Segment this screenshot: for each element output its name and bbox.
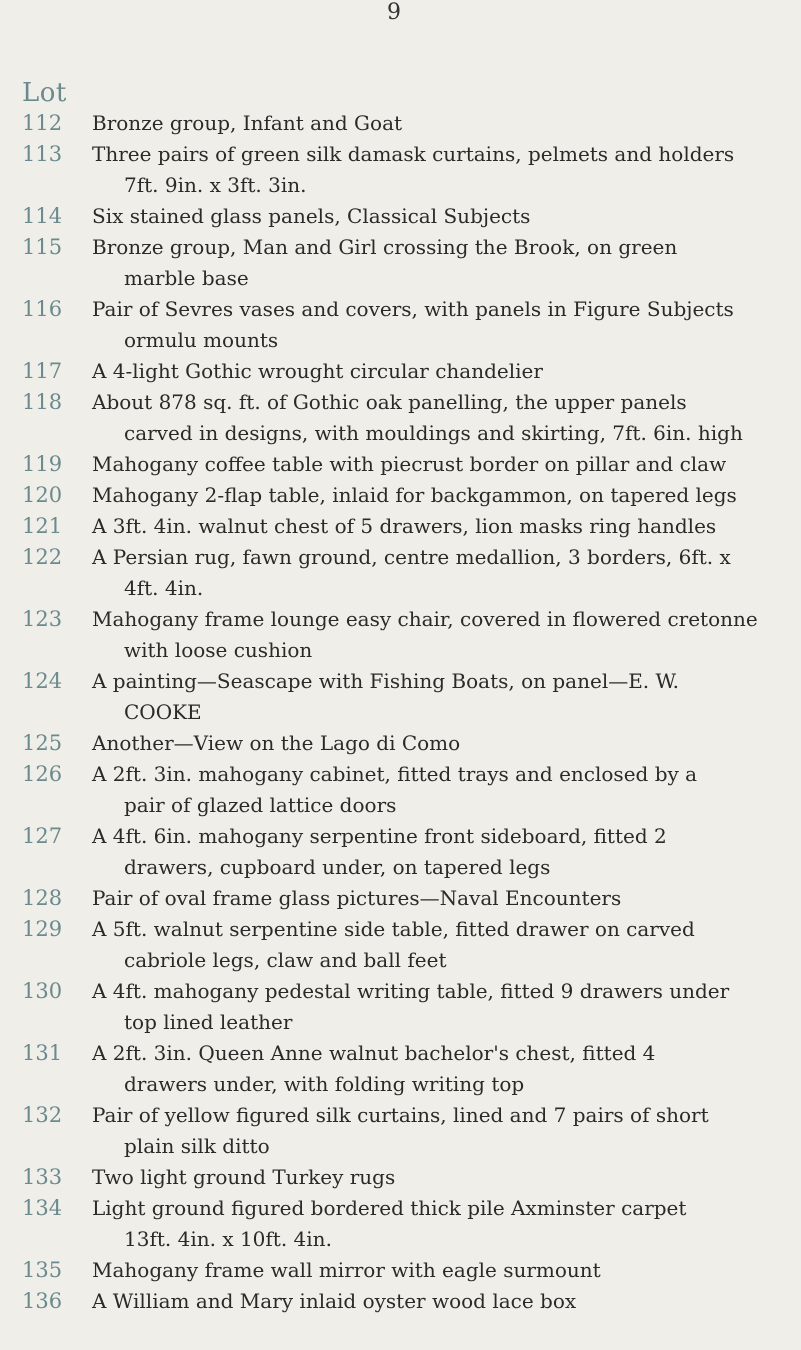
lot-entry bbox=[0, 480, 801, 511]
lot-description bbox=[92, 356, 792, 387]
lot-description bbox=[92, 1286, 792, 1317]
lot-entry bbox=[0, 542, 801, 604]
lot-description-line: A Persian rug, fawn ground, centre medallion, 3 borders, 6ft. x bbox=[92, 545, 731, 569]
lot-number: 126 bbox=[22, 762, 63, 786]
lot-description bbox=[92, 883, 792, 914]
lot-entry bbox=[0, 883, 801, 914]
lot-description-line: Mahogany frame lounge easy chair, covered in flowered cretonne bbox=[92, 607, 758, 631]
lot-description-line: A painting—Seascape with Fishing Boats, on panel—E. W. bbox=[92, 669, 679, 693]
lot-description bbox=[92, 821, 792, 883]
lot-description-continuation: drawers under, with folding writing top bbox=[124, 1072, 525, 1096]
lot-number: 129 bbox=[22, 917, 63, 941]
lot-number: 133 bbox=[22, 1165, 63, 1189]
lot-description bbox=[92, 976, 792, 1038]
lot-description-continuation: marble base bbox=[124, 266, 249, 290]
lot-description-continuation: COOKE bbox=[124, 700, 202, 724]
lot-description-line: Pair of oval frame glass pictures—Naval Encounters bbox=[92, 886, 622, 910]
lot-entry bbox=[0, 1193, 801, 1255]
lot-number: 127 bbox=[22, 824, 63, 848]
lot-number: 118 bbox=[22, 390, 63, 414]
lot-entry bbox=[0, 914, 801, 976]
lot-number: 116 bbox=[22, 297, 63, 321]
lot-number: 119 bbox=[22, 452, 63, 476]
lot-description bbox=[92, 139, 792, 201]
lot-entry bbox=[0, 294, 801, 356]
lot-number: 113 bbox=[22, 142, 63, 166]
lot-number: 112 bbox=[22, 111, 63, 135]
lot-number: 131 bbox=[22, 1041, 63, 1065]
lot-description-continuation: pair of glazed lattice doors bbox=[124, 793, 397, 817]
lot-list bbox=[0, 108, 801, 1317]
lot-description-continuation: cabriole legs, claw and ball feet bbox=[124, 948, 447, 972]
lot-entry bbox=[0, 449, 801, 480]
lot-description-line: A William and Mary inlaid oyster wood lace box bbox=[92, 1289, 577, 1313]
lot-description-continuation: carved in designs, with mouldings and skirting, 7ft. 6in. high bbox=[124, 421, 743, 445]
lot-column-header: Lot bbox=[22, 78, 67, 108]
lot-description-line: A 4ft. mahogany pedestal writing table, fitted 9 drawers under bbox=[92, 979, 730, 1003]
lot-description bbox=[92, 201, 792, 232]
lot-description-line: Bronze group, Man and Girl crossing the Brook, on green bbox=[92, 235, 678, 259]
lot-entry bbox=[0, 1100, 801, 1162]
lot-entry bbox=[0, 976, 801, 1038]
lot-description-continuation: ormulu mounts bbox=[124, 328, 279, 352]
lot-number: 130 bbox=[22, 979, 63, 1003]
lot-description-line: Two light ground Turkey rugs bbox=[92, 1165, 396, 1189]
lot-description-line: Another—View on the Lago di Como bbox=[92, 731, 461, 755]
lot-description bbox=[92, 728, 792, 759]
lot-number: 134 bbox=[22, 1196, 63, 1220]
lot-number: 120 bbox=[22, 483, 63, 507]
lot-description-line: A 4-light Gothic wrought circular chandelier bbox=[92, 359, 543, 383]
lot-number: 117 bbox=[22, 359, 63, 383]
lot-description-line: Light ground figured bordered thick pile Axminster carpet bbox=[92, 1196, 687, 1220]
lot-entry bbox=[0, 604, 801, 666]
lot-description-line: Mahogany frame wall mirror with eagle surmount bbox=[92, 1258, 601, 1282]
lot-number: 123 bbox=[22, 607, 63, 631]
lot-description bbox=[92, 542, 792, 604]
lot-description-line: A 4ft. 6in. mahogany serpentine front sideboard, fitted 2 bbox=[92, 824, 667, 848]
lot-description-line: A 2ft. 3in. mahogany cabinet, fitted trays and enclosed by a bbox=[92, 762, 698, 786]
lot-description bbox=[92, 1162, 792, 1193]
lot-description-line: A 2ft. 3in. Queen Anne walnut bachelor's chest, fitted 4 bbox=[92, 1041, 656, 1065]
lot-description bbox=[92, 449, 792, 480]
lot-description bbox=[92, 914, 792, 976]
lot-description-continuation: 13ft. 4in. x 10ft. 4in. bbox=[124, 1227, 332, 1251]
lot-number: 115 bbox=[22, 235, 63, 259]
lot-entry bbox=[0, 511, 801, 542]
lot-description bbox=[92, 232, 792, 294]
lot-number: 125 bbox=[22, 731, 63, 755]
lot-description-line: A 3ft. 4in. walnut chest of 5 drawers, lion masks ring handles bbox=[92, 514, 717, 538]
lot-description bbox=[92, 666, 792, 728]
lot-description-line: Six stained glass panels, Classical Subjects bbox=[92, 204, 531, 228]
lot-description-line: About 878 sq. ft. of Gothic oak panelling, the upper panels bbox=[92, 390, 687, 414]
lot-description bbox=[92, 1100, 792, 1162]
lot-number: 124 bbox=[22, 669, 63, 693]
lot-entry bbox=[0, 1162, 801, 1193]
lot-description-continuation: drawers, cupboard under, on tapered legs bbox=[124, 855, 551, 879]
lot-number: 121 bbox=[22, 514, 63, 538]
lot-entry bbox=[0, 666, 801, 728]
lot-description-line: Mahogany coffee table with piecrust border on pillar and claw bbox=[92, 452, 727, 476]
lot-entry bbox=[0, 1286, 801, 1317]
lot-entry bbox=[0, 232, 801, 294]
lot-entry bbox=[0, 139, 801, 201]
lot-description bbox=[92, 480, 792, 511]
lot-description-line: Bronze group, Infant and Goat bbox=[92, 111, 403, 135]
lot-number: 135 bbox=[22, 1258, 63, 1282]
lot-description-continuation: 7ft. 9in. x 3ft. 3in. bbox=[124, 173, 307, 197]
lot-description bbox=[92, 294, 792, 356]
lot-description bbox=[92, 387, 792, 449]
lot-description-line: Pair of yellow figured silk curtains, lined and 7 pairs of short bbox=[92, 1103, 709, 1127]
lot-number: 122 bbox=[22, 545, 63, 569]
lot-description-line: Pair of Sevres vases and covers, with panels in Figure Subjects bbox=[92, 297, 734, 321]
lot-description bbox=[92, 1193, 792, 1255]
lot-entry bbox=[0, 1038, 801, 1100]
lot-description bbox=[92, 1038, 792, 1100]
lot-number: 136 bbox=[22, 1289, 63, 1313]
lot-number: 114 bbox=[22, 204, 63, 228]
lot-description-continuation: top lined leather bbox=[124, 1010, 293, 1034]
lot-description bbox=[92, 1255, 792, 1286]
lot-description bbox=[92, 759, 792, 821]
lot-entry bbox=[0, 108, 801, 139]
lot-description bbox=[92, 511, 792, 542]
lot-entry bbox=[0, 1255, 801, 1286]
lot-number: 128 bbox=[22, 886, 63, 910]
lot-description-continuation: 4ft. 4in. bbox=[124, 576, 204, 600]
page-number: 9 bbox=[387, 0, 401, 25]
lot-entry bbox=[0, 387, 801, 449]
lot-entry bbox=[0, 821, 801, 883]
lot-entry bbox=[0, 759, 801, 821]
lot-description bbox=[92, 604, 792, 666]
lot-description-continuation: plain silk ditto bbox=[124, 1134, 270, 1158]
lot-entry bbox=[0, 356, 801, 387]
lot-description-line: A 5ft. walnut serpentine side table, fitted drawer on carved bbox=[92, 917, 695, 941]
lot-entry bbox=[0, 201, 801, 232]
lot-description bbox=[92, 108, 792, 139]
lot-description-continuation: with loose cushion bbox=[124, 638, 313, 662]
lot-entry bbox=[0, 728, 801, 759]
lot-description-line: Three pairs of green silk damask curtains, pelmets and holders bbox=[92, 142, 735, 166]
lot-description-line: Mahogany 2-flap table, inlaid for backgammon, on tapered legs bbox=[92, 483, 737, 507]
lot-number: 132 bbox=[22, 1103, 63, 1127]
